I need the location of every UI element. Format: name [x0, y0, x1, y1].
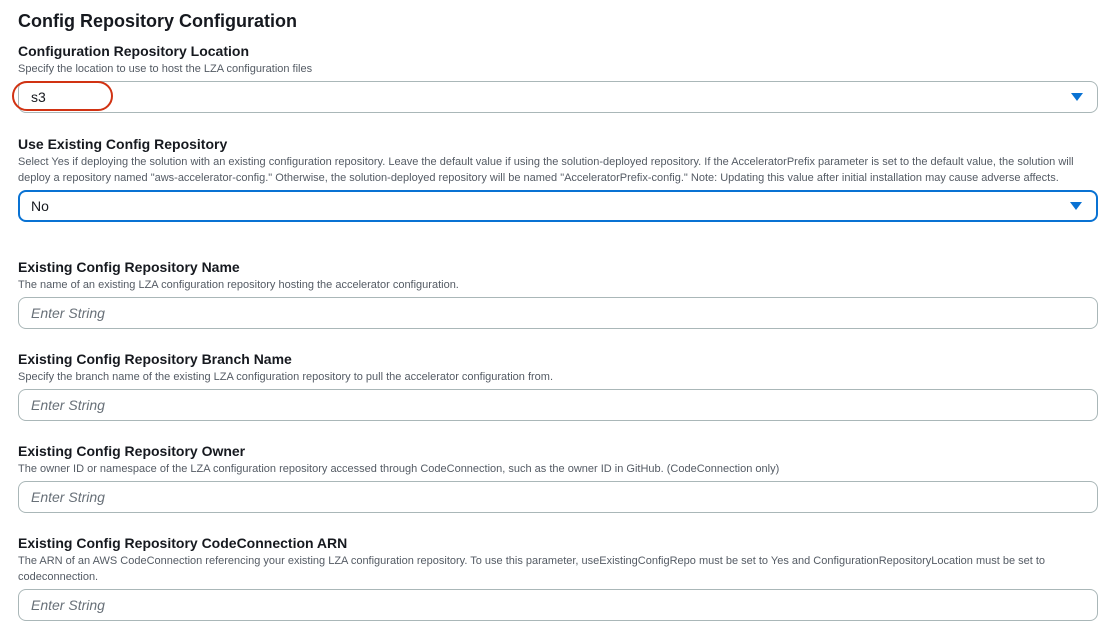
codeconnection-arn-input[interactable]	[31, 597, 1085, 613]
field-description: The name of an existing LZA configuration repository hosting the accelerator configuration.	[18, 279, 459, 291]
field-label: Existing Config Repository Branch Name	[18, 351, 292, 367]
field-label: Use Existing Config Repository	[18, 136, 228, 152]
use-existing-select[interactable]	[18, 190, 1098, 222]
field-label: Existing Config Repository Owner	[18, 443, 246, 459]
codeconnection-arn-field[interactable]	[18, 589, 1098, 621]
field-owner	[18, 443, 1098, 513]
caret-down-icon	[1071, 93, 1083, 101]
repo-name-field[interactable]	[18, 297, 1098, 329]
select-value: s3	[31, 89, 46, 105]
select-value: No	[31, 198, 49, 214]
field-description: Specify the branch name of the existing LZA configuration repository to pull the accelerator configuration from.	[18, 371, 554, 383]
field-label: Configuration Repository Location	[18, 43, 249, 59]
field-codeconnection-arn	[18, 535, 1098, 621]
branch-name-input[interactable]	[31, 397, 1085, 413]
field-description: Select Yes if deploying the solution with an existing configuration repository. Leave the default value if using the solution-deployed repository. If the AcceleratorPrefix parameter is set to the default value, the solution will deploy a repository named "aws-accelerator-config." Otherwise, the solution-deployed repository will be named "AcceleratorPrefix-config." Note: Updating this value after initial installation may cause adverse affects.	[18, 156, 1074, 184]
field-description: The ARN of an AWS CodeConnection referencing your existing LZA configuration repository. To use this parameter, useExistingConfigRepo must be set to Yes and ConfigurationRepositoryLocation must be set to codeconnection.	[18, 555, 1046, 583]
field-use-existing	[18, 136, 1098, 222]
repo-name-input[interactable]	[31, 305, 1085, 321]
config-location-select[interactable]	[18, 81, 1098, 113]
field-label: Existing Config Repository CodeConnection ARN	[18, 535, 348, 551]
owner-field[interactable]	[18, 481, 1098, 513]
section-title: Config Repository Configuration	[18, 11, 297, 31]
field-label: Existing Config Repository Name	[18, 259, 240, 275]
field-description: Specify the location to use to host the LZA configuration files	[18, 63, 313, 75]
caret-down-icon	[1070, 202, 1082, 210]
field-config-location	[18, 43, 1098, 113]
field-description: The owner ID or namespace of the LZA configuration repository accessed through CodeConnection, such as the owner ID in GitHub. (CodeConnection only)	[18, 463, 780, 475]
field-repo-name	[18, 259, 1098, 329]
branch-name-field[interactable]	[18, 389, 1098, 421]
owner-input[interactable]	[31, 489, 1085, 505]
field-branch-name	[18, 351, 1098, 421]
